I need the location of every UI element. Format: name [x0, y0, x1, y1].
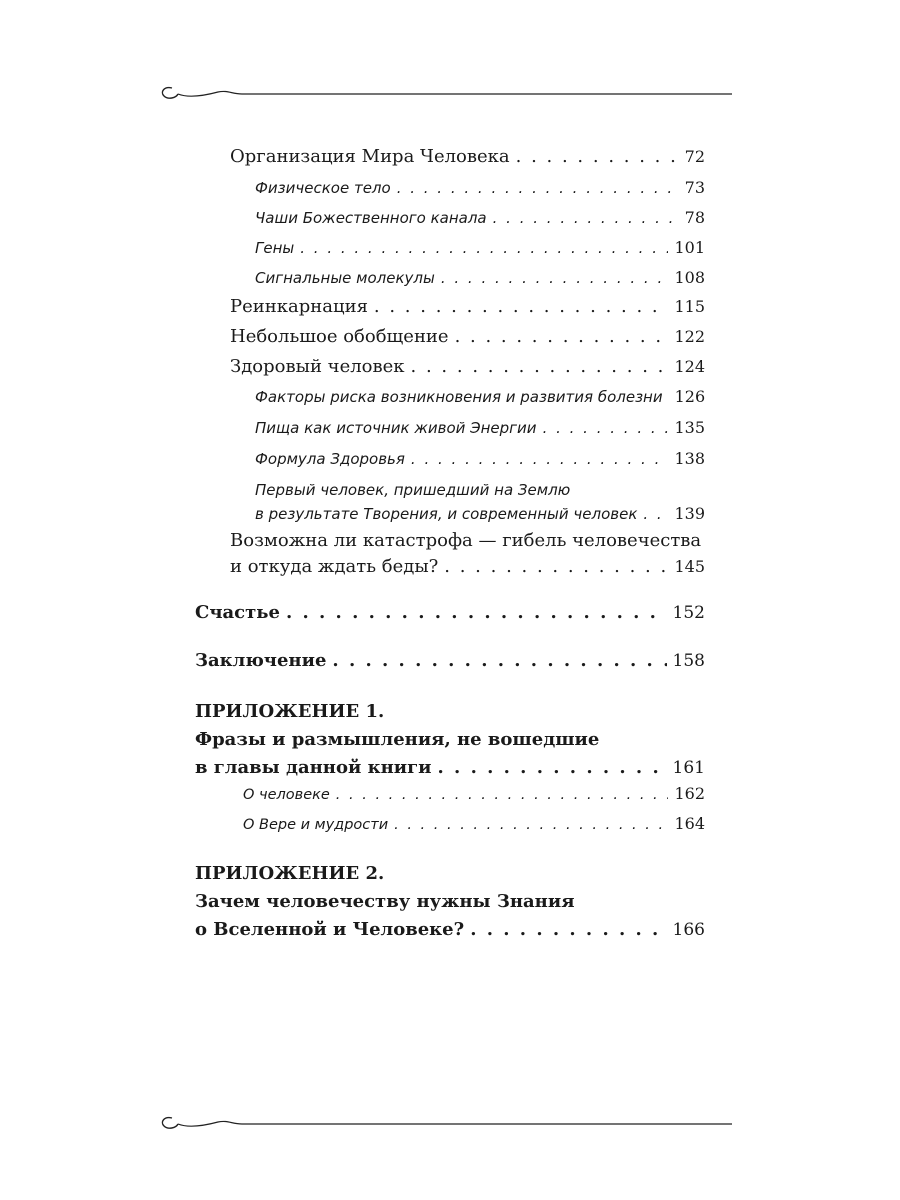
toc-entry: [255, 478, 705, 526]
leader-dots: [286, 602, 667, 623]
toc-section: [195, 650, 705, 671]
leader-dots: [411, 450, 669, 468]
toc-entry-title: Пища как источник живой Энергии: [255, 419, 537, 437]
leader-dots: [493, 209, 679, 227]
leader-dots: [543, 419, 669, 437]
toc-entry: [230, 296, 705, 317]
toc-entry-title: Факторы риска возникновения и развития болезни: [255, 388, 663, 406]
toc-entry: [255, 418, 705, 437]
toc-entry-page: 138: [674, 449, 705, 468]
toc-entry-title-line2: и откуда ждать беды?: [230, 556, 439, 577]
leader-dots: [411, 356, 669, 377]
toc-entry-page: 152: [672, 603, 705, 623]
toc-entry: [255, 208, 705, 227]
toc-entry-title: Чаши Божественного канала: [255, 209, 487, 227]
toc-entry: [255, 387, 705, 406]
leader-dots: [374, 296, 669, 317]
toc-entry-page: 145: [674, 557, 705, 576]
toc-entry-page: 162: [674, 784, 705, 803]
toc-section: [195, 860, 705, 944]
leader-dots: [441, 269, 669, 287]
toc-entry-page: 126: [674, 387, 706, 406]
toc-section-title-line2: в главы данной книги: [195, 757, 432, 778]
leader-dots: [394, 817, 668, 833]
top-ornament-divider: [158, 82, 732, 106]
appendix-heading: ПРИЛОЖЕНИЕ 2.: [195, 863, 385, 884]
toc-entry: [230, 528, 705, 580]
toc-section-title-line1: Зачем человечеству нужны Знания: [195, 891, 575, 912]
toc-entry-title-line1: Первый человек, пришедший на Землю: [255, 481, 571, 499]
toc-entry-page: 122: [674, 327, 705, 346]
leader-dots: [455, 326, 669, 347]
toc-entry-page: 73: [684, 178, 705, 197]
toc-entry: [255, 238, 705, 257]
toc-entry-title: Небольшое обобщение: [230, 326, 449, 347]
toc-entry-title: О человеке: [243, 787, 330, 803]
toc-entry: [255, 268, 705, 287]
toc-entry-title-line2: в результате Творения, и современный человек: [255, 505, 638, 523]
leader-dots: [643, 502, 668, 526]
toc-entry: [255, 449, 705, 468]
toc-entry: [230, 356, 705, 377]
toc-entry-page: 166: [672, 920, 705, 940]
toc-entry-title: Формула Здоровья: [255, 450, 405, 468]
toc-entry: [255, 178, 705, 197]
toc-entry-page: 135: [674, 418, 705, 437]
toc-entry-page: 164: [674, 814, 705, 833]
leader-dots: [444, 554, 668, 580]
toc-entry: [230, 326, 705, 347]
toc-entry-title-line1: Возможна ли катастрофа — гибель человечества: [230, 530, 702, 551]
toc-entry-title: О Вере и мудрости: [243, 817, 389, 833]
toc-entry-page: 161: [672, 758, 705, 778]
toc-entry: [243, 784, 705, 803]
toc-entry-page: 139: [674, 504, 705, 523]
toc-section: [195, 698, 705, 782]
toc-entry-page: 124: [674, 357, 705, 376]
toc-entry-title: Здоровый человек: [230, 356, 405, 377]
toc-entry-title: Реинкарнация: [230, 296, 368, 317]
toc-entry: [243, 814, 705, 833]
leader-dots: [470, 916, 666, 944]
toc-section-title-line2: о Вселенной и Человеке?: [195, 919, 465, 940]
leader-dots: [300, 239, 668, 257]
toc-section-title: Заключение: [195, 650, 327, 671]
toc-section: [195, 602, 705, 623]
toc-entry-page: 115: [674, 297, 705, 316]
toc-entry-page: 101: [674, 238, 705, 257]
leader-dots: [336, 787, 669, 803]
toc-entry-page: 108: [674, 268, 705, 287]
leader-dots: [332, 650, 666, 671]
toc-entry-title: Физическое тело: [255, 179, 391, 197]
leader-dots: [397, 179, 679, 197]
toc-entry-page: 78: [684, 208, 705, 227]
leader-dots: [516, 146, 679, 167]
toc-entry-page: 158: [672, 651, 705, 671]
toc-entry: [230, 146, 705, 167]
toc-entry-page: 72: [684, 147, 705, 166]
toc-entry-title: Организация Мира Человека: [230, 146, 510, 167]
leader-dots: [438, 754, 667, 782]
toc-entry-title: Сигнальные молекулы: [255, 269, 435, 287]
toc-section-title-line1: Фразы и размышления, не вошедшие: [195, 729, 600, 750]
toc-entry-title: Гены: [255, 239, 295, 257]
appendix-heading: ПРИЛОЖЕНИЕ 1.: [195, 701, 385, 722]
toc-section-title: Счастье: [195, 602, 280, 623]
bottom-ornament-divider: [158, 1112, 732, 1136]
